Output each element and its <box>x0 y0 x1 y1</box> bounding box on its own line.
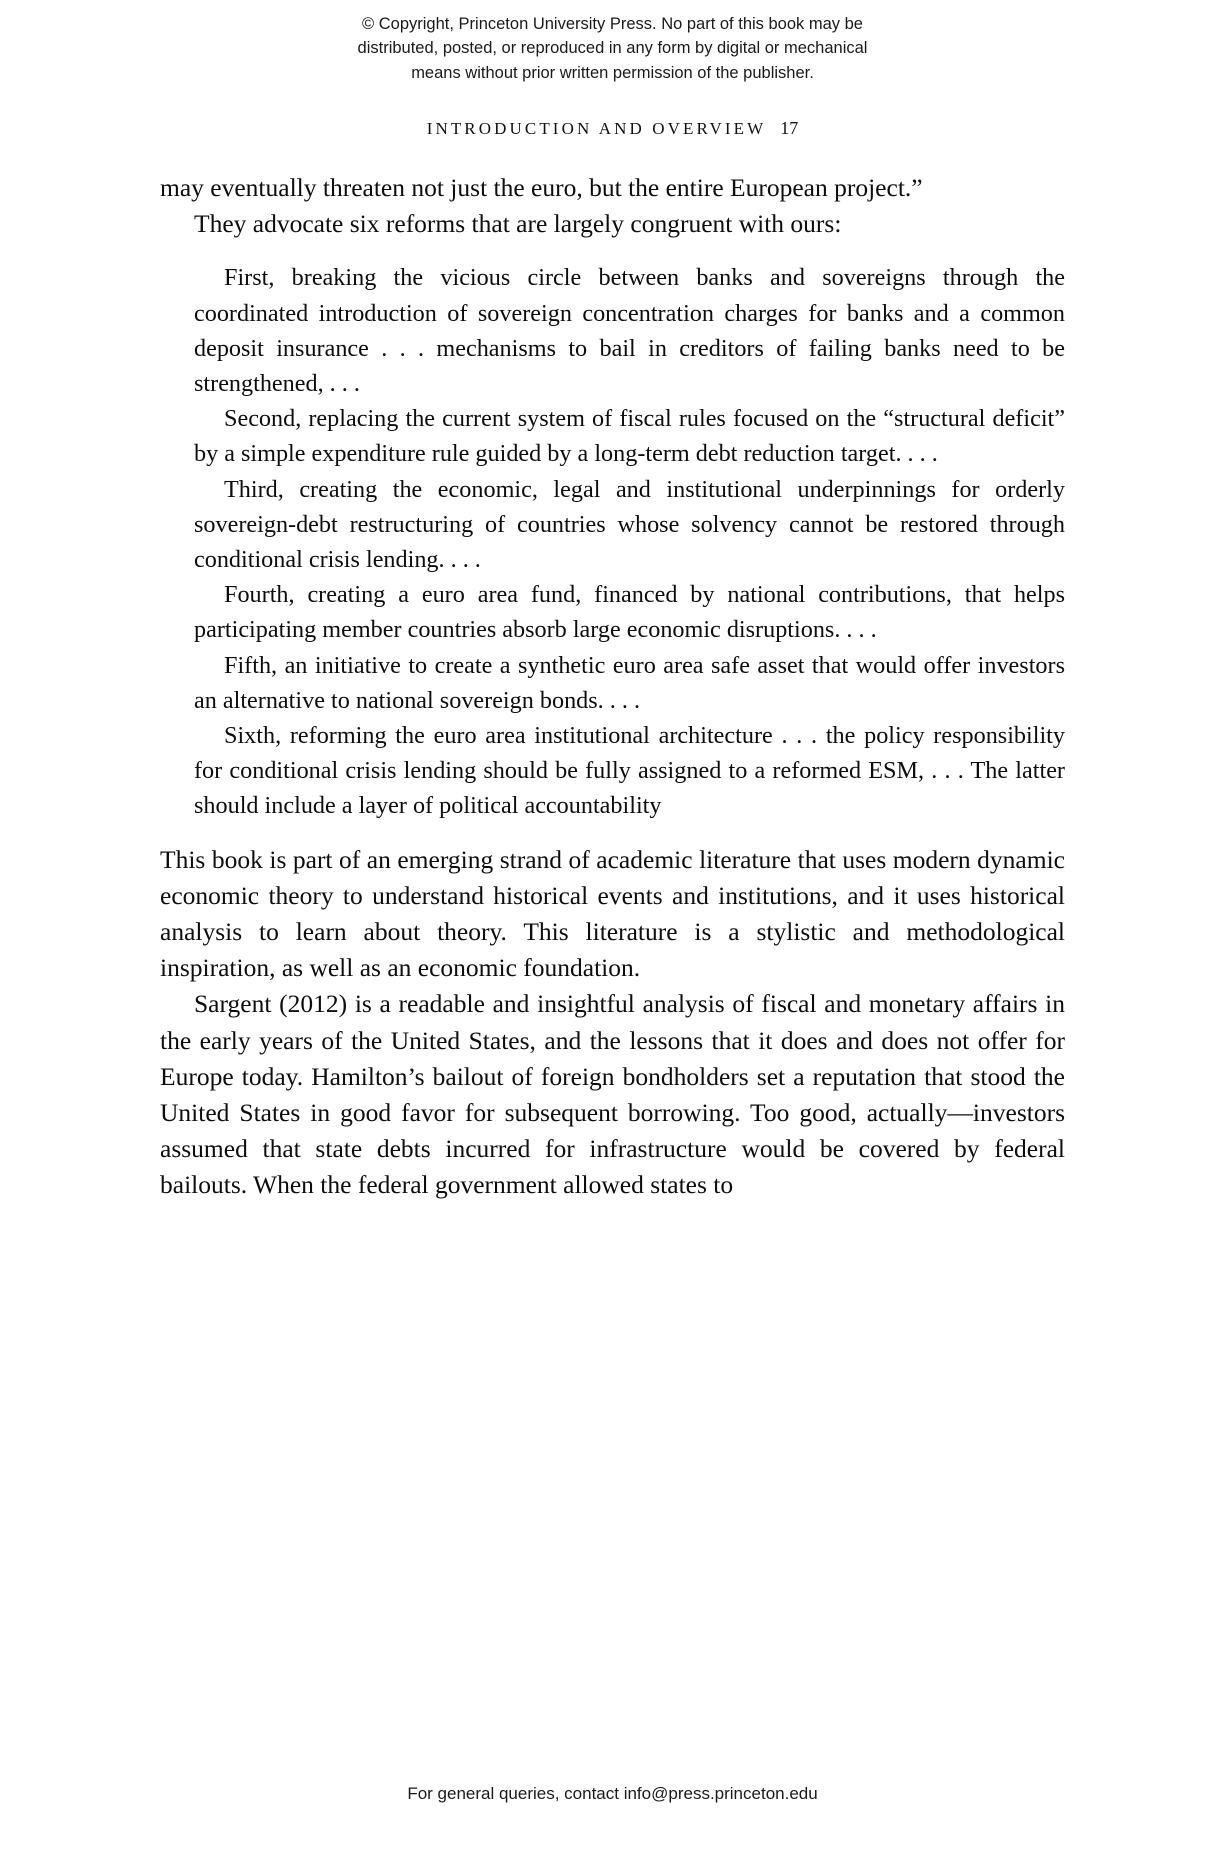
page-body <box>160 170 1065 1204</box>
paragraph-sargent: Sargent (2012) is a readable and insightful analysis of fiscal and monetary affairs in the early years of the United States, and the lessons that it does and does not offer for Europe today. Hamilton’s bailout of foreign bondholders set a reputation that stood the United States in good favor for subsequent borrowing. Too good, actually—investors assumed that state debts incurred for infrastructure would be covered by federal bailouts. When the federal government allowed states to <box>160 989 1065 1200</box>
copyright-line-2: distributed, posted, or reproduced in any form by digital or mechanical <box>357 39 868 58</box>
running-head <box>0 118 1225 139</box>
page-footer: For general queries, contact info@press.princeton.edu <box>407 1784 818 1803</box>
paragraph-book-scope: This book is part of an emerging strand of academic literature that uses modern dynamic economic theory to understand historical events and institutions, and it uses historical analysis to learn about theory. This literature is a stylistic and methodological inspiration, as well as an economic foundation. <box>160 844 1065 983</box>
copyright-notice <box>0 12 1225 85</box>
quote-item-second: Second, replacing the current system of fiscal rules focused on the “structural deficit” by a simple expenditure rule guided by a long-term debt reduction target. . . . <box>194 405 1065 468</box>
paragraph-intro-list: They advocate six reforms that are largely congruent with ours: <box>194 209 842 239</box>
quote-item-fourth: Fourth, creating a euro area fund, financed by national contributions, that helps participating member countries absorb large economic disruptions. . . . <box>194 581 1065 644</box>
copyright-line-1: © Copyright, Princeton University Press. No part of this book may be <box>362 15 863 33</box>
quote-item-third: Third, creating the economic, legal and institutional underpinnings for orderly sovereign-debt restructuring of countries whose solvency cannot be restored through conditional crisis lending. . . . <box>194 475 1065 574</box>
quote-item-sixth: Sixth, reforming the euro area institutional architecture . . . the policy responsibility for conditional crisis lending should be fully assigned to a reformed ESM, . . . The latter should include a layer of political accountability <box>194 722 1065 820</box>
block-quote <box>160 260 1065 823</box>
page-number: 17 <box>780 118 799 138</box>
quote-item-fifth: Fifth, an initiative to create a synthetic euro area safe asset that would offer investors an alternative to national sovereign bonds. . . . <box>194 651 1065 714</box>
quote-item-first: First, breaking the vicious circle between banks and sovereigns through the coordinated introduction of sovereign concentration charges for banks and a common deposit insurance . . . mechanisms to bail in creditors of failing banks need to be strengthened, . . . <box>194 264 1065 398</box>
running-head-title: INTRODUCTION AND OVERVIEW <box>426 119 767 138</box>
paragraph-continuation: may eventually threaten not just the euro, but the entire European project.” <box>160 173 923 202</box>
copyright-line-3: means without prior written permission of the publisher. <box>411 63 814 82</box>
